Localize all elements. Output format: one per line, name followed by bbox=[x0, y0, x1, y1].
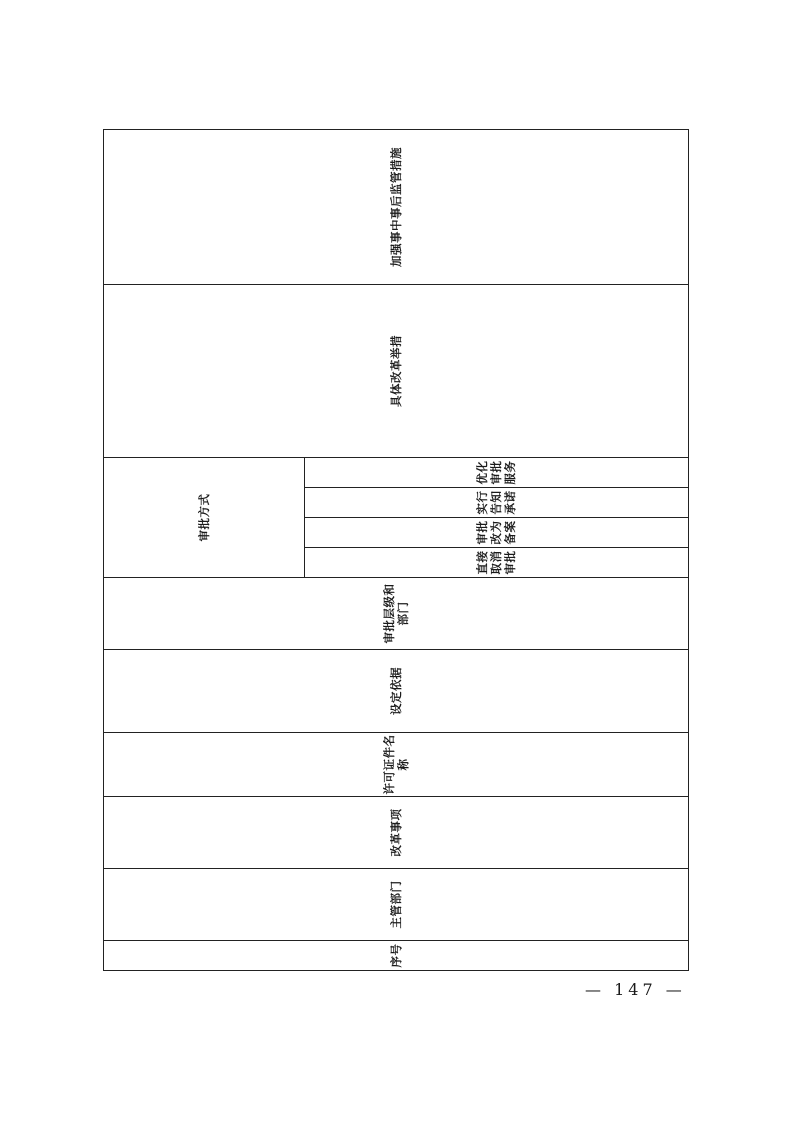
header-method-filing: 审批改为备案 bbox=[304, 518, 688, 548]
header-method-group: 审批方式 bbox=[104, 458, 305, 578]
header-basis: 设定依据 bbox=[104, 650, 689, 733]
header-method-commitment: 实行告知承诺 bbox=[304, 488, 688, 518]
header-group-row bbox=[104, 130, 305, 971]
header-measures: 具体改革举措 bbox=[104, 285, 689, 458]
header-supervision: 加强事中事后监管措施 bbox=[104, 130, 689, 285]
header-item: 改革事项 bbox=[104, 797, 689, 869]
header-dept: 主管部门 bbox=[104, 869, 689, 941]
header-seq: 序号 bbox=[104, 941, 689, 971]
page-number: — 147 — bbox=[585, 980, 686, 999]
header-level: 审批层级和部门 bbox=[104, 578, 689, 650]
header-method-optimize: 优化审批服务 bbox=[304, 458, 688, 488]
table-rotated bbox=[103, 130, 689, 971]
header-method-cancel: 直接取消审批 bbox=[304, 548, 688, 578]
main-table bbox=[103, 129, 689, 971]
header-license: 许可证件名称 bbox=[104, 733, 689, 797]
